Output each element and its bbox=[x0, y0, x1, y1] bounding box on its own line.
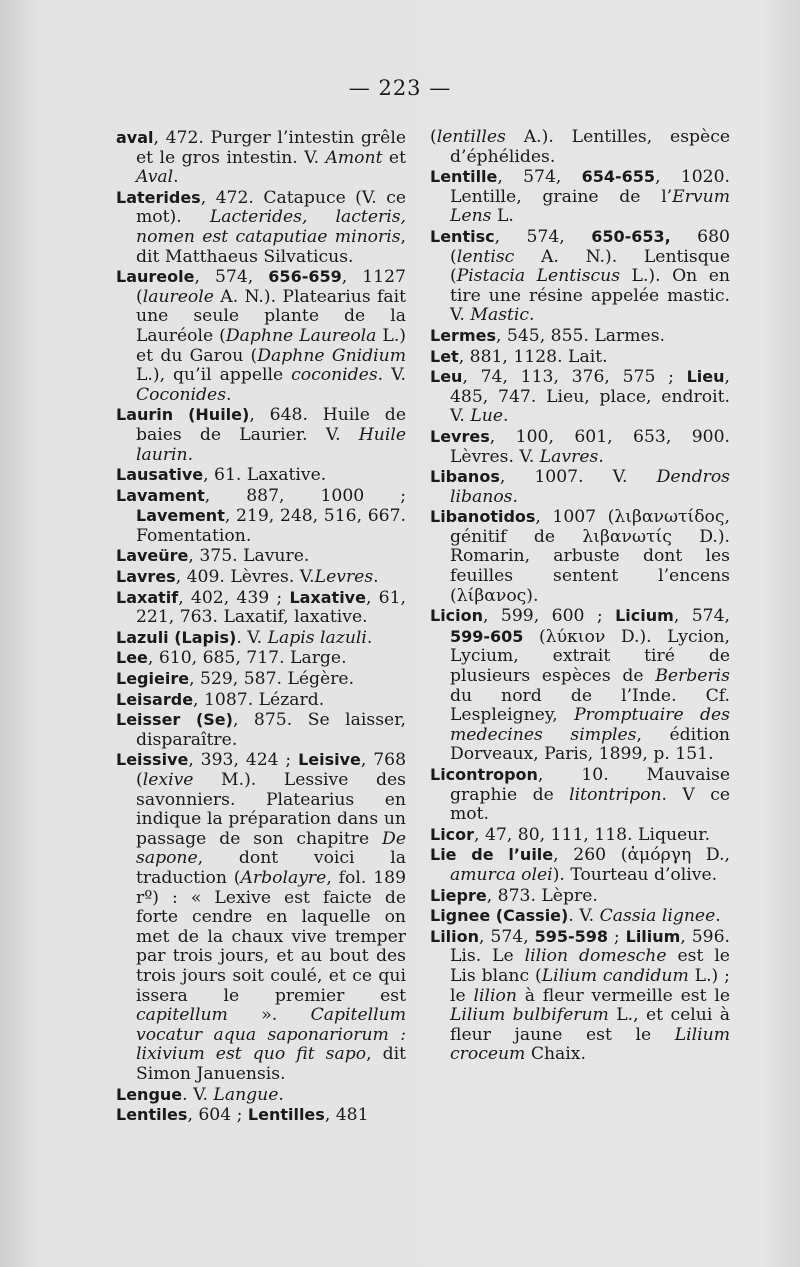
entry-headword: Licontropon bbox=[430, 765, 538, 784]
entry-text: , 875. Se laisser, disparaître. bbox=[136, 710, 406, 750]
entry-italic-text: litontripon bbox=[569, 784, 662, 805]
index-entry bbox=[116, 628, 406, 649]
index-entry bbox=[430, 507, 730, 606]
entry-headword: Lavament bbox=[116, 485, 205, 505]
entry-headword: Leisser (Se) bbox=[116, 710, 233, 730]
index-entry bbox=[430, 467, 730, 507]
entry-text: . bbox=[503, 406, 509, 427]
entry-text: , 604 ; bbox=[187, 1105, 248, 1126]
entry-text: ( bbox=[430, 127, 437, 147]
entry-text: , 574, bbox=[494, 226, 592, 247]
entry-italic-text: Lacterides, lacteris, nomen est cataputiae minoris bbox=[136, 207, 406, 247]
entry-text: . bbox=[715, 906, 721, 927]
index-entry bbox=[116, 710, 406, 750]
entry-italic-text: Cassia lignee bbox=[599, 906, 716, 927]
index-entry bbox=[116, 465, 406, 486]
entry-text: , 768 ( bbox=[136, 750, 407, 790]
entry-text: . V ce mot. bbox=[450, 784, 730, 825]
index-entry bbox=[116, 567, 406, 588]
entry-text: , 260 (ἀμόργη D., bbox=[553, 845, 731, 866]
entry-headword: Lazuli (Lapis) bbox=[116, 627, 237, 647]
entry-italic-text: Langue bbox=[213, 1084, 279, 1105]
entry-italic-text: capitellum bbox=[136, 1005, 228, 1026]
entry-headword: 654-655 bbox=[581, 167, 656, 187]
entry-text: L.) et du Garou ( bbox=[136, 325, 407, 366]
entry-text: . V. bbox=[236, 627, 268, 648]
entry-text: , 545, 855. Larmes. bbox=[495, 325, 666, 346]
entry-italic-text: lentisc bbox=[456, 246, 515, 267]
entry-headword: Licor bbox=[430, 824, 475, 844]
index-entry bbox=[430, 927, 730, 1065]
index-entry bbox=[116, 648, 406, 669]
entry-text: , 74, 113, 376, 575 ; bbox=[462, 367, 687, 388]
entry-text: . bbox=[366, 627, 373, 648]
index-entry bbox=[430, 326, 730, 347]
entry-italic-text: Amont bbox=[325, 147, 383, 168]
entry-text: , 375. Lavure. bbox=[188, 546, 310, 567]
entry-text: , 574, bbox=[194, 267, 269, 288]
entry-headword: Let bbox=[430, 346, 459, 366]
entry-italic-text: amurca olei bbox=[450, 864, 553, 885]
entry-italic-text: Daphne Gnidium bbox=[257, 345, 407, 366]
entry-text: . bbox=[173, 167, 179, 188]
entry-text: , fol. 189 rº) : « Lexive est faicte de forte cendre en laquelle on met de la chaux vive tremper par trois jours, et au bout des trois jours soit coulé, et ce qui issera le premier est bbox=[136, 867, 407, 1006]
entry-text: A.). Lentilles, espèce d’éphélides. bbox=[450, 127, 730, 167]
entry-headword: Lentisc bbox=[430, 226, 495, 246]
entry-text: A. N.). Lentisque ( bbox=[450, 246, 730, 287]
entry-italic-text: Lavres bbox=[539, 446, 599, 467]
entry-headword: Lieu bbox=[686, 367, 725, 387]
entry-text: , 472. Catapuce (V. ce mot). bbox=[136, 187, 406, 228]
entry-headword: Laveüre bbox=[116, 546, 189, 566]
entry-headword: Lilion bbox=[430, 926, 480, 946]
entry-headword: Laterides bbox=[116, 187, 201, 207]
entry-text: , 610, 685, 717. Large. bbox=[147, 648, 347, 669]
page-number: — 223 — bbox=[348, 76, 452, 100]
entry-headword: Legieire bbox=[116, 669, 190, 689]
entry-italic-text: Lilium bulbiferum bbox=[450, 1005, 609, 1026]
entry-headword: 595-598 bbox=[534, 926, 609, 946]
entry-text: ). Tourteau d’olive. bbox=[552, 864, 718, 885]
entry-text: , 574, bbox=[479, 926, 535, 947]
entry-text: , 485, 747. Lieu, place, endroit. V. bbox=[450, 367, 730, 427]
entry-text: . bbox=[226, 384, 232, 405]
entry-text: . V. bbox=[568, 906, 600, 927]
index-entry bbox=[116, 128, 406, 188]
index-entry bbox=[430, 367, 730, 427]
entry-text: . bbox=[512, 486, 518, 507]
index-entry bbox=[116, 1085, 406, 1106]
entry-text: , 393, 424 ; bbox=[188, 750, 299, 771]
entry-italic-text: De sapone bbox=[136, 828, 406, 869]
entry-text: à fleur vermeille est le bbox=[516, 985, 730, 1006]
entry-headword: Licium bbox=[615, 606, 674, 626]
entry-text: . bbox=[187, 444, 194, 465]
entry-text: , dont voici la traduction ( bbox=[136, 848, 406, 888]
entry-headword: Lengue bbox=[116, 1084, 183, 1104]
entry-headword: Leisarde bbox=[116, 689, 194, 709]
entry-text: ; bbox=[608, 926, 626, 947]
entry-headword: Lausative bbox=[116, 465, 204, 485]
entry-text: , 1007 (λιβανωτίδος, génitif de λιβανωτίς D.). Romarin, arbuste dont les feuilles sentent l’encens (λίβανος). bbox=[450, 507, 730, 606]
entry-text: , 574, bbox=[673, 606, 730, 627]
entry-text: , 887, 1000 ; bbox=[204, 485, 406, 506]
entry-italic-text: laureole bbox=[142, 286, 214, 307]
entry-headword: 656-659 bbox=[268, 267, 342, 287]
entry-headword: Lentiles bbox=[116, 1105, 188, 1125]
entry-text: , 648. Huile de baies de Laurier. V. bbox=[136, 405, 406, 445]
entry-headword: Lavement bbox=[136, 506, 225, 526]
entry-text: , dit Simon Januensis. bbox=[136, 1044, 406, 1084]
entry-text: ». bbox=[227, 1005, 311, 1026]
entry-italic-text: Aval bbox=[136, 167, 174, 188]
entry-text: , édition Dorveaux, Paris, 1899, p. 151. bbox=[450, 724, 730, 765]
entry-headword: Laureole bbox=[116, 267, 195, 287]
entry-headword: Leu bbox=[430, 367, 463, 387]
entry-italic-text: Lilium croceum bbox=[450, 1024, 730, 1065]
entry-text: , 61. Laxative. bbox=[203, 465, 327, 486]
entry-headword: Licion bbox=[430, 606, 484, 626]
entry-text: , 10. Mauvaise graphie de bbox=[450, 765, 730, 805]
index-entry bbox=[116, 750, 406, 1084]
entry-text: du nord de l’Inde. Cf. Lespleigney, bbox=[450, 685, 730, 726]
entry-text: . bbox=[278, 1084, 284, 1105]
entry-text: , 599, 600 ; bbox=[483, 606, 616, 627]
entry-text: , 1007. V. bbox=[499, 467, 657, 488]
entry-italic-text: Capitellum vocatur aqua saponariorum : lixivium est quo fit sapo bbox=[136, 1005, 406, 1065]
entry-headword: Liepre bbox=[430, 885, 487, 905]
entry-italic-text: Daphne Laureola bbox=[225, 325, 377, 346]
entry-text: L. bbox=[491, 206, 514, 227]
entry-italic-text: Dendros libanos bbox=[450, 467, 730, 507]
entry-italic-text: Ervum Lens bbox=[450, 186, 730, 227]
entry-text: , 409. Lèvres. V. bbox=[175, 567, 315, 588]
entry-text: , 873. Lèpre. bbox=[486, 885, 598, 906]
entry-headword: Laxatif bbox=[116, 587, 179, 607]
entry-italic-text: Lapis lazuli bbox=[267, 627, 367, 648]
entry-text: , 472. Purger l’intestin grêle et le gros intestin. V. bbox=[136, 128, 406, 168]
entry-italic-text: Lilium candidum bbox=[541, 965, 689, 986]
index-entry bbox=[116, 546, 406, 567]
entry-text: L.), qu’il appelle bbox=[136, 365, 292, 386]
entry-text: , 529, 587. Légère. bbox=[189, 669, 355, 690]
right-column bbox=[430, 128, 730, 1065]
entry-headword: Lee bbox=[116, 648, 148, 668]
entry-text: M.). Lessive des savonniers. Platearius en indique la préparation dans un passage de son chapitre bbox=[136, 770, 406, 849]
entry-italic-text: lexive bbox=[142, 770, 194, 790]
index-entry bbox=[430, 227, 730, 326]
entry-headword: aval bbox=[116, 128, 154, 147]
index-entry bbox=[116, 267, 406, 405]
index-entry bbox=[116, 588, 406, 628]
index-entry bbox=[430, 906, 730, 927]
index-entry bbox=[116, 669, 406, 690]
entry-text: A. N.). Platearius fait une seule plante de la Lauréole ( bbox=[136, 286, 406, 346]
entry-italic-text: Pistacia Lentiscus bbox=[456, 266, 621, 287]
entry-headword: Lavres bbox=[116, 567, 176, 587]
entry-text: et bbox=[382, 147, 406, 168]
entry-headword: Leissive bbox=[116, 750, 189, 770]
entry-text: L.). On en tire une résine appelée mastic. V. bbox=[450, 266, 730, 326]
index-entry bbox=[116, 1105, 406, 1126]
entry-text: est le Lis blanc ( bbox=[450, 946, 730, 986]
entry-headword: Lentilles bbox=[247, 1105, 325, 1125]
index-entry bbox=[430, 606, 730, 765]
entry-text: (λύκιον D.). Lycion, Lycium, extrait tiré de plusieurs espèces de bbox=[450, 626, 730, 687]
index-entry bbox=[430, 765, 730, 825]
entry-text: , 596. Lis. Le bbox=[450, 926, 730, 967]
entry-italic-text: Berberis bbox=[655, 666, 730, 687]
entry-italic-text: Promptuaire des medecines simples bbox=[450, 705, 731, 745]
entry-text: , 1087. Lézard. bbox=[193, 689, 325, 710]
entry-text: , 481 bbox=[324, 1105, 369, 1126]
index-entry bbox=[430, 128, 730, 167]
entry-headword: Laurin (Huile) bbox=[116, 405, 250, 425]
entry-text: 680 ( bbox=[450, 226, 730, 267]
entry-italic-text: Huile laurin bbox=[136, 424, 406, 465]
entry-italic-text: coconides bbox=[291, 365, 378, 386]
entry-italic-text: lentilles bbox=[436, 127, 506, 147]
entry-text: L.) ; le bbox=[450, 965, 730, 1006]
entry-text: . bbox=[529, 305, 535, 326]
index-entry bbox=[116, 405, 406, 465]
index-entry bbox=[116, 188, 406, 267]
entry-headword: Laxative bbox=[289, 587, 366, 607]
entry-headword: Lentille bbox=[430, 167, 498, 187]
index-entry bbox=[430, 427, 730, 467]
entry-text: , 881, 1128. Lait. bbox=[458, 346, 608, 367]
entry-text: . V. bbox=[182, 1084, 214, 1105]
entry-italic-text: lilion bbox=[473, 985, 517, 1006]
entry-headword: 650-653, bbox=[591, 226, 671, 246]
entry-italic-text: Coconides bbox=[136, 384, 227, 405]
index-entry bbox=[430, 167, 730, 227]
index-entry bbox=[430, 825, 730, 846]
entry-text: , 1127 ( bbox=[136, 267, 406, 307]
entry-text: . bbox=[373, 567, 379, 588]
entry-text: , 1020. Lentille, graine de l’ bbox=[450, 167, 730, 207]
entry-text: Chaix. bbox=[525, 1044, 586, 1065]
entry-headword: Lermes bbox=[430, 325, 496, 345]
entry-headword: Libanos bbox=[430, 467, 500, 487]
entry-headword: Lignee (Cassie) bbox=[430, 906, 569, 926]
entry-text: , 47, 80, 111, 118. Liqueur. bbox=[474, 824, 711, 845]
index-entry bbox=[430, 886, 730, 907]
entry-italic-text: Lue bbox=[470, 406, 503, 427]
entry-text: . bbox=[598, 446, 604, 467]
entry-text: . V. bbox=[377, 365, 406, 386]
left-column bbox=[116, 128, 406, 1126]
entry-headword: Lilium bbox=[625, 926, 681, 946]
index-entry bbox=[430, 347, 730, 368]
entry-headword: Lie de l’uile bbox=[430, 845, 554, 865]
index-entry bbox=[116, 486, 406, 547]
entry-text: , 402, 439 ; bbox=[178, 587, 290, 608]
entry-italic-text: Arbolayre bbox=[240, 867, 327, 888]
index-entry bbox=[430, 845, 730, 885]
entry-headword: Levres bbox=[430, 426, 490, 446]
entry-text: L., et celui à fleur jaune est le bbox=[450, 1005, 730, 1045]
entry-text: , dit Matthaeus Silvaticus. bbox=[136, 226, 406, 267]
entry-text: , 574, bbox=[497, 167, 582, 188]
entry-headword: Leisive bbox=[298, 750, 361, 770]
index-entry bbox=[116, 690, 406, 711]
entry-text: , 219, 248, 516, 667. Fomentation. bbox=[136, 506, 406, 546]
entry-italic-text: Levres bbox=[314, 567, 374, 588]
entry-headword: Libanotidos bbox=[430, 507, 536, 527]
entry-italic-text: Mastic bbox=[470, 305, 530, 326]
entry-text: , 61, 221, 763. Laxatif, laxative. bbox=[136, 587, 406, 628]
entry-headword: 599-605 bbox=[450, 626, 524, 646]
entry-italic-text: lilion domesche bbox=[524, 946, 667, 967]
entry-text: , 100, 601, 653, 900. Lèvres. V. bbox=[450, 426, 730, 467]
